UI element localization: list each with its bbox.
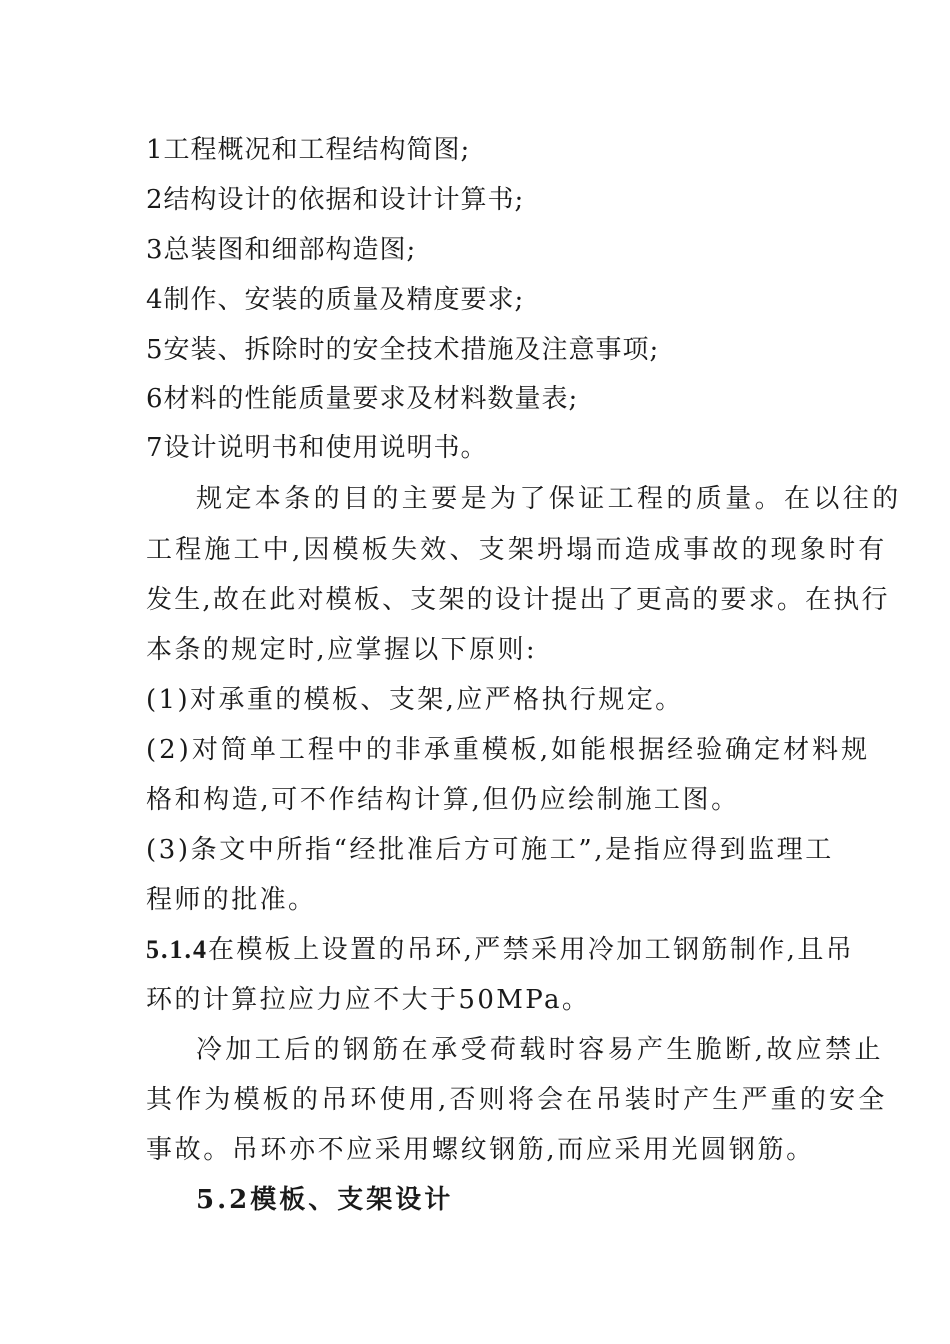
explanation-line-2: 工程施工中,因模板失效、支架坍塌而造成事故的现象时有 bbox=[146, 535, 888, 565]
clause-explanation-line-1: 冷加工后的钢筋在承受荷载时容易产生脆断,故应禁止 bbox=[196, 1035, 884, 1065]
principle-2-line-1: (2)对简单工程中的非承重模板,如能根据经验确定材料规 bbox=[146, 735, 871, 765]
list-item-3: 3总装图和细部构造图; bbox=[146, 235, 417, 265]
principle-3-line-2: 程师的批准。 bbox=[146, 885, 317, 915]
list-item-5: 5安装、拆除时的安全技术措施及注意事项; bbox=[146, 335, 660, 365]
list-item-4: 4制作、安装的质量及精度要求; bbox=[146, 285, 525, 315]
clause-explanation-line-3: 事故。吊环亦不应采用螺纹钢筋,而应采用光圆钢筋。 bbox=[146, 1135, 815, 1165]
clause-text-line-1: 在模板上设置的吊环,严禁采用冷加工钢筋制作,且吊 bbox=[208, 935, 855, 965]
principle-3-line-1: (3)条文中所指“经批准后方可施工”,是指应得到监理工 bbox=[146, 835, 834, 865]
principle-1: (1)对承重的模板、支架,应严格执行规定。 bbox=[146, 685, 684, 715]
clause-number: 5.1.4 bbox=[146, 935, 208, 964]
clause-5-1-4-line-1 bbox=[146, 934, 855, 966]
list-item-6: 6材料的性能质量要求及材料数量表; bbox=[146, 384, 579, 414]
principle-2-line-2: 格和构造,可不作结构计算,但仍应绘制施工图。 bbox=[146, 785, 740, 815]
list-item-7: 7设计说明书和使用说明书。 bbox=[146, 433, 488, 463]
clause-5-1-4-line-2: 环的计算拉应力应不大于50MPa。 bbox=[146, 985, 591, 1015]
explanation-line-3: 发生,故在此对模板、支架的设计提出了更高的要求。在执行 bbox=[146, 585, 890, 615]
clause-explanation-line-2: 其作为模板的吊环使用,否则将会在吊装时产生严重的安全 bbox=[146, 1085, 888, 1115]
explanation-line-4: 本条的规定时,应掌握以下原则: bbox=[146, 635, 538, 665]
list-item-2: 2结构设计的依据和设计计算书; bbox=[146, 185, 525, 215]
section-heading: 5.2模板、支架设计 bbox=[196, 1185, 454, 1215]
explanation-line-1: 规定本条的目的主要是为了保证工程的质量。在以往的 bbox=[196, 484, 902, 514]
list-item-1: 1工程概况和工程结构简图; bbox=[146, 135, 471, 165]
